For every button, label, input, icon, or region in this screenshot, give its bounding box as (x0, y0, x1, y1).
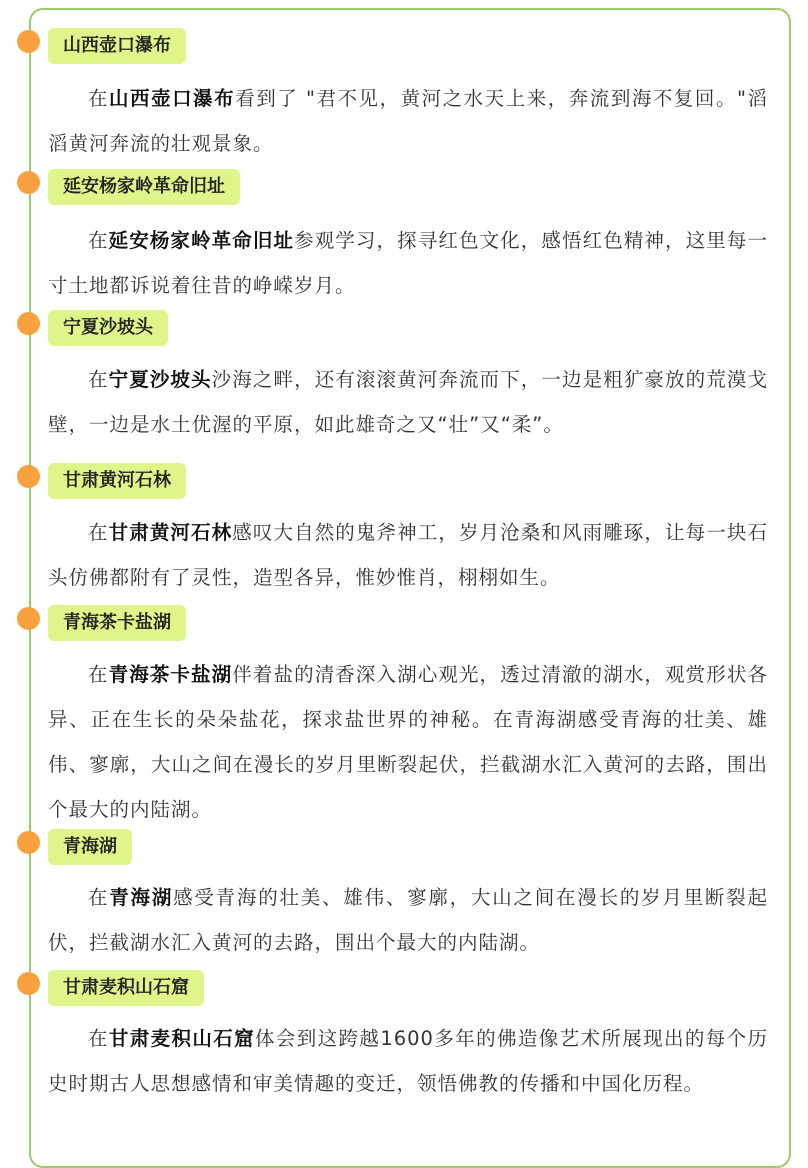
section-heading: 甘肃麦积山石窟 (48, 970, 204, 1006)
section-paragraph: 在青海湖感受青海的壮美、雄伟、寥廓，大山之间在漫长的岁月里断裂起伏，拦截湖水汇入黄河的去路，围出个最大的内陆湖。 (48, 886, 768, 954)
place-name: 青海茶卡盐湖 (108, 663, 233, 686)
section-paragraph: 在甘肃黄河石林感叹大自然的鬼斧神工，岁月沧桑和风雨雕琢，让每一块石头仿佛都附有了灵性，造型各异，惟妙惟肖，栩栩如生。 (48, 521, 768, 589)
section-paragraph: 在青海茶卡盐湖伴着盐的清香深入湖心观光，透过清澈的湖水，观赏形状各异、正在生长的朵朵盐花，探求盐世界的神秘。在青海湖感受青海的壮美、雄伟、寥廓，大山之间在漫长的岁月里断裂起伏，拦截湖水汇入黄河的去路，围出个最大的内陆湖。 (48, 663, 768, 821)
section-paragraph: 在宁夏沙坡头沙海之畔，还有滚滚黄河奔流而下，一边是粗犷豪放的荒漠戈壁，一边是水土优渥的平原，如此雄奇之又“壮”又“柔”。 (48, 368, 768, 436)
place-name: 山西壶口瀑布 (109, 87, 236, 110)
section-paragraph: 在山西壶口瀑布看到了 "君不见，黄河之水天上来，奔流到海不复回。"滔滔黄河奔流的壮观景象。 (48, 87, 768, 155)
section-heading: 山西壶口瀑布 (48, 28, 186, 64)
bullet-dot-icon (17, 607, 40, 630)
section-heading: 延安杨家岭革命旧址 (48, 169, 240, 205)
bullet-dot-icon (17, 831, 40, 854)
place-name: 延安杨家岭革命旧址 (108, 229, 295, 252)
section-paragraph: 在甘肃麦积山石窟体会到这跨越1600多年的佛造像艺术所展现出的每个历史时期古人思想感情和审美情趣的变迁，领悟佛教的传播和中国化历程。 (48, 1027, 768, 1095)
place-name: 青海湖 (109, 886, 174, 909)
bullet-dot-icon (17, 171, 40, 194)
place-name: 甘肃黄河石林 (108, 521, 233, 544)
bullet-dot-icon (17, 312, 40, 335)
place-name: 宁夏沙坡头 (108, 368, 212, 391)
section-paragraph: 在延安杨家岭革命旧址参观学习，探寻红色文化，感悟红色精神，这里每一寸土地都诉说着往昔的峥嵘岁月。 (48, 229, 768, 297)
bullet-dot-icon (17, 972, 40, 995)
section-heading: 青海湖 (48, 829, 132, 865)
bullet-dot-icon (17, 30, 40, 53)
bullet-dot-icon (17, 465, 40, 488)
section-heading: 甘肃黄河石林 (48, 463, 186, 499)
place-name: 甘肃麦积山石窟 (108, 1027, 256, 1050)
section-heading: 青海茶卡盐湖 (48, 605, 186, 641)
section-heading: 宁夏沙坡头 (48, 310, 168, 346)
